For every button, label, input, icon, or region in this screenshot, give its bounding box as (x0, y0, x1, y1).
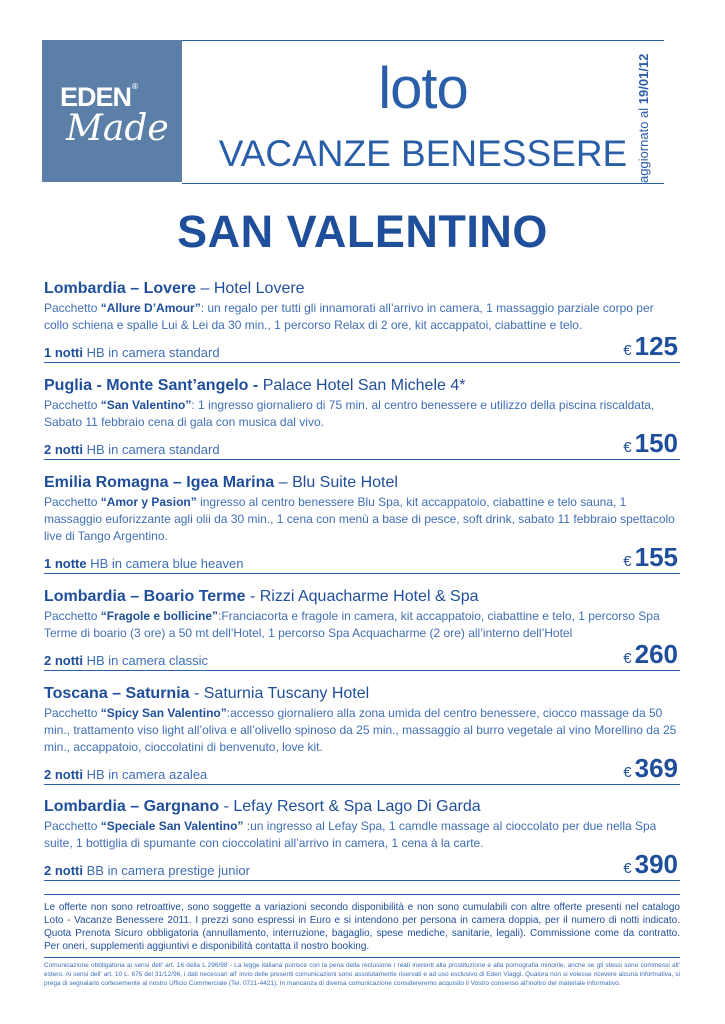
euro-icon: € (623, 650, 632, 667)
price (623, 542, 678, 573)
euro-icon: € (623, 764, 632, 781)
offer-heading (44, 376, 680, 396)
offer-hotel: Hotel Lovere (213, 280, 305, 297)
offer-region: Lombardia – Gargnano (44, 798, 220, 815)
registered-mark: ® (132, 82, 137, 91)
offer-heading: Lombardia – Gargnano - Lefay Resort & Spa Lago Di Garda (44, 798, 481, 815)
price (623, 639, 678, 670)
price-amount: 390 (634, 849, 678, 879)
page-title: SAN VALENTINO (177, 206, 548, 257)
euro-icon: € (623, 342, 632, 359)
price-row (44, 753, 680, 785)
room-type: HB in camera azalea (83, 767, 208, 782)
offer-item (44, 797, 680, 881)
logo-eden-text: EDEN (60, 82, 132, 112)
legal-disclaimer: Comunicazione obbligatoria ai sensi dell’ art. 16 della L.296/98 - La legge italiana punisce con la pena della reclusione i reati inerenti alla prostituzione e alla pornografia minorile, anche se gli stessi sono commessi all’ estero. Ai sensi dell’ art. 10 L. 675 del 31/12/96, i dati necessari all’ invio delle presenti comunicazioni sono assolutamente riservati e ad uso esclusivo di Eden Viaggi. Qualora non si volesse ricevere alcuna informativa, si prega di segnalarlo cortesemente al nostro Ufficio Commerciale (Tel. 0721-4421). In mancanza di diversa comunicazione considereremo acquisito il Vostro consenso all’inoltro del materiale informativo. (44, 962, 680, 987)
price-row (44, 428, 680, 460)
price-row (44, 639, 680, 671)
offer-item (44, 473, 680, 574)
offer-heading: Toscana – Saturnia - Saturnia Tuscany Hotel (44, 685, 370, 702)
price-row (44, 331, 680, 363)
euro-icon: € (623, 439, 632, 456)
nights: 2 notti (44, 863, 83, 878)
offer-description: Pacchetto “Amor y Pasion” ingresso al centro benessere Blu Spa, kit accappatoio, ciabattine e telo sauna, 1 massaggio euforizzante agli olii da 30 min., 1 cena con menù a base di pesce, soft drink, sabato 11 febbraio spettacolo live di Tango Argentino. (44, 495, 675, 543)
euro-icon: € (623, 553, 632, 570)
offer-item (44, 279, 680, 363)
room-type: HB in camera blue heaven (86, 556, 244, 571)
price (623, 849, 678, 880)
offer-item (44, 684, 680, 785)
updated-date (636, 54, 651, 183)
eden-made-logo (42, 40, 182, 182)
nights: 2 notti (44, 767, 83, 782)
offer-hotel: Blu Suite Hotel (292, 474, 398, 491)
stay-info (44, 556, 243, 571)
room-type: HB in camera standard (83, 345, 220, 360)
stay-info (44, 345, 220, 360)
offer-description: Pacchetto “Speciale San Valentino” :un ingresso al Lefay Spa, 1 camdle massage al cioccolato per due nella Spa suite, 1 bottiglia di spumante con cioccolatini all’arrivo in camera, 1 cena à la carte. (44, 819, 657, 850)
stay-info (44, 653, 208, 668)
package-name: “Allure D’Amour” (100, 301, 201, 315)
room-type: HB in camera classic (83, 653, 208, 668)
price (623, 753, 678, 784)
package-name: “Speciale San Valentino” (100, 819, 244, 833)
price-amount: 125 (634, 331, 678, 361)
offer-region: Lombardia – Lovere (44, 280, 197, 297)
offer-region: Toscana – Saturnia (44, 685, 190, 702)
price-row (44, 542, 680, 574)
room-type: HB in camera standard (83, 442, 220, 457)
package-name: “Fragole e bollicine” (100, 609, 219, 623)
price-amount: 260 (634, 639, 678, 669)
package-name: “Amor y Pasion” (100, 495, 197, 509)
offer-heading: Lombardia – Boario Terme - Rizzi Aquacharme Hotel & Spa (44, 588, 479, 605)
logo-made-text: Made (66, 108, 169, 149)
price (623, 331, 678, 362)
nights: 2 notti (44, 442, 83, 457)
stay-info (44, 442, 220, 457)
offer-region: Lombardia – Boario Terme (44, 588, 246, 605)
nights: 1 notti (44, 345, 83, 360)
offer-description: Pacchetto “Allure D’Amour”: un regalo per tutti gli innamorati all’arrivo in camera, 1 massaggio parziale corpo per collo schiena e spalle Lui & Lei da 30 min., 1 percorso Relax di 2 ore, kit accappatoi, ciabattine e telo. (44, 301, 654, 332)
offer-description: Pacchetto “Fragole e bollicine”:Franciacorta e fragole in camera, kit accappatoio, ciabattine e telo, 1 percorso Spa Terme di boario (3 ore) a 50 mt dell’Hotel, 1 percorso Spa Acquacharme (2 ore) all’interno dell’Hotel (44, 609, 660, 640)
offer-description: Pacchetto “Spicy San Valentino”:accesso giornaliero alla zona umida del centro benessere, ciocco massage da 50 min., trattamento viso light all’oliva e all’olivello spinoso da 25 min., massaggio al burro vegetale al vino Morellino da 25 min., accappatoio, cioccolatini di benvenuto, love kit. (44, 706, 677, 754)
updated-value: 19/01/12 (636, 53, 651, 105)
package-name: “Spicy San Valentino” (100, 706, 227, 720)
brand-name: loto (378, 56, 468, 121)
offer-item (44, 376, 680, 460)
nights: 1 notte (44, 556, 87, 571)
price (623, 428, 678, 459)
price-amount: 150 (634, 428, 678, 458)
offer-item (44, 587, 680, 671)
stay-info (44, 863, 250, 878)
room-type: BB in camera prestige junior (83, 863, 250, 878)
offer-heading: Emilia Romagna – Igea Marina – Blu Suite Hotel (44, 474, 398, 491)
offer-hotel: Lefay Resort & Spa Lago Di Garda (233, 798, 481, 815)
package-name: “San Valentino” (100, 398, 192, 412)
euro-icon: € (623, 860, 632, 877)
offer-region: Puglia - Monte Sant’angelo - (44, 377, 259, 394)
stay-info (44, 767, 207, 782)
offer-hotel: Rizzi Aquacharme Hotel & Spa (259, 588, 479, 605)
offer-heading: Lombardia – Lovere – Hotel Lovere (44, 280, 305, 297)
price-amount: 369 (634, 753, 678, 783)
catalog-name: VACANZE BENESSERE (218, 133, 628, 174)
offer-description: Pacchetto “San Valentino”: 1 ingresso giornaliero di 75 min. al centro benessere e utilizzo della piscina riscaldata, Sabato 11 febbraio cena di gala con musica dal vivo. (44, 398, 655, 429)
title-area (182, 40, 664, 184)
price-row (44, 849, 680, 881)
offer-hotel: Palace Hotel San Michele 4* (262, 377, 466, 394)
price-amount: 155 (634, 542, 678, 572)
offer-hotel: Saturnia Tuscany Hotel (203, 685, 370, 702)
terms-notes: Le offerte non sono retroattive, sono soggette a variazioni secondo disponibilità e non sono cumulabili con altre offerte presenti nel catalogo Loto - Vacanze Benessere 2011. I prezzi sono espressi in Euro e si intendono per persona in camera doppia, per il numero di notti indicato. Quota Prenota Sicuro obbligatoria (annullamento, interruzione, bagaglio, spese mediche, sanitarie, legali). Commissione come da contratto. Per oneri, supplementi aggiuntivi e disponibilità contatta il nostro booking. (44, 894, 680, 958)
header (42, 40, 682, 182)
offer-region: Emilia Romagna – Igea Marina (44, 474, 275, 491)
updated-prefix: aggiornato al (636, 107, 651, 183)
nights: 2 notti (44, 653, 83, 668)
